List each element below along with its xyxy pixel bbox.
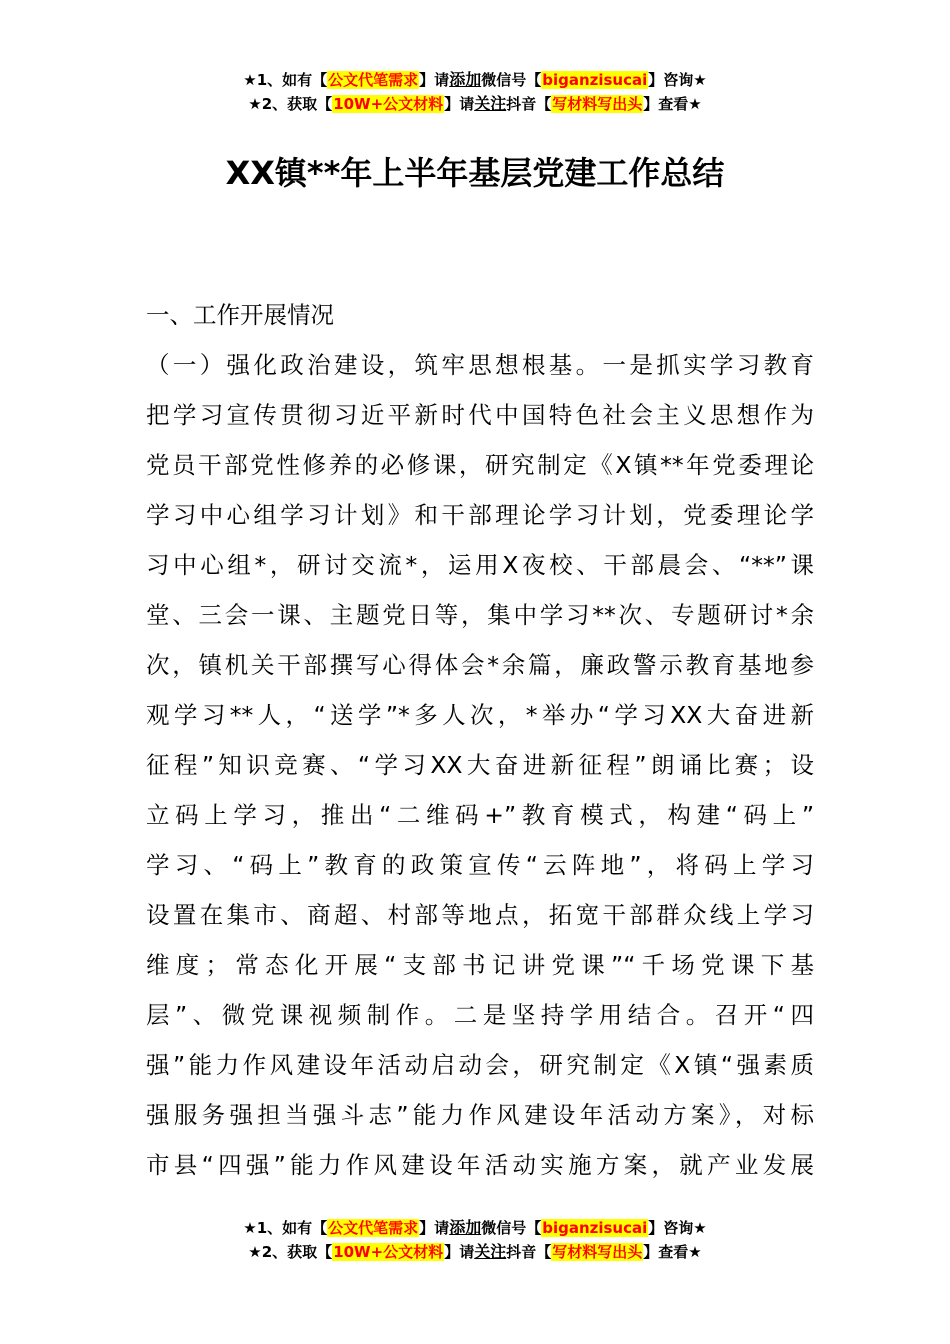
body-line: 维度；常态化开展“支部书记讲党课”“千场党课下基 xyxy=(146,951,814,979)
body-line: 次，镇机关干部撰写心得体会*余篇，廉政警示教育基地参 xyxy=(146,651,814,679)
banner-text: ★1、如有【 xyxy=(243,71,328,89)
banner-line-1 xyxy=(0,68,950,92)
body-line: 习中心组*，研讨交流*，运用X夜校、干部晨会、“**”课 xyxy=(146,551,814,579)
banner-highlight: biganzisucai xyxy=(542,1219,648,1237)
banner-text: 抖音【 xyxy=(506,95,552,113)
body-line: 市县“四强”能力作风建设年活动实施方案，就产业发展 xyxy=(146,1151,814,1179)
body-line: 学习、“码上”教育的政策宣传“云阵地”，将码上学习 xyxy=(146,851,814,879)
banner-underline: 关注 xyxy=(474,94,507,113)
footer-banner xyxy=(0,1216,950,1264)
banner-text: ★2、获取【 xyxy=(248,1243,333,1261)
banner-highlight: 公文代笔需求 xyxy=(328,1219,419,1237)
banner-line-1 xyxy=(0,1216,950,1240)
banner-highlight: 10W+公文材料 xyxy=(333,95,444,113)
body-line: 学习中心组学习计划》和干部理论学习计划，党委理论学 xyxy=(146,501,814,529)
banner-line-2 xyxy=(0,1240,950,1264)
body-line: 立码上学习，推出“二维码+”教育模式，构建“码上” xyxy=(146,801,814,829)
body-line: 强”能力作风建设年活动启动会，研究制定《X镇“强素质 xyxy=(146,1051,814,1079)
banner-text: 】咨询★ xyxy=(648,71,707,89)
banner-text: 】请 xyxy=(444,1243,475,1261)
banner-text: 】咨询★ xyxy=(648,1219,707,1237)
body-line: 把学习宣传贯彻习近平新时代中国特色社会主义思想作为 xyxy=(146,401,814,429)
banner-highlight: 公文代笔需求 xyxy=(328,71,419,89)
banner-text: 】请 xyxy=(419,1219,450,1237)
banner-text: 】查看★ xyxy=(643,1243,702,1261)
banner-highlight: biganzisucai xyxy=(542,71,648,89)
banner-text: 】查看★ xyxy=(643,95,702,113)
banner-text: ★2、获取【 xyxy=(248,95,333,113)
body-line: （一）强化政治建设，筑牢思想根基。一是抓实学习教育 xyxy=(146,351,814,379)
banner-underline: 添加 xyxy=(449,70,482,89)
banner-highlight: 10W+公文材料 xyxy=(333,1243,444,1261)
banner-text: 】请 xyxy=(419,71,450,89)
body-line: 堂、三会一课、主题党日等，集中学习**次、专题研讨*余 xyxy=(146,601,814,629)
body-line: 党员干部党性修养的必修课，研究制定《X镇**年党委理论 xyxy=(146,451,814,479)
banner-text: 微信号【 xyxy=(481,71,542,89)
banner-text: 抖音【 xyxy=(506,1243,552,1261)
body-line: 设置在集市、商超、村部等地点，拓宽干部群众线上学习 xyxy=(146,901,814,929)
body-line: 征程”知识竞赛、“学习XX大奋进新征程”朗诵比赛；设 xyxy=(146,751,814,779)
body-line: 层”、微党课视频制作。二是坚持学用结合。召开“四 xyxy=(146,1001,814,1029)
banner-line-2 xyxy=(0,92,950,116)
body-line: 强服务强担当强斗志”能力作风建设年活动方案》，对标 xyxy=(146,1101,814,1129)
banner-text: ★1、如有【 xyxy=(243,1219,328,1237)
body-line: 观学习**人，“送学”*多人次，*举办“学习XX大奋进新 xyxy=(146,701,814,729)
banner-underline: 关注 xyxy=(474,1242,507,1261)
section-heading: 一、工作开展情况 xyxy=(146,301,334,329)
banner-highlight: 写材料写出头 xyxy=(552,1243,643,1261)
header-banner xyxy=(0,68,950,116)
banner-highlight: 写材料写出头 xyxy=(552,95,643,113)
document-title: XX镇**年上半年基层党建工作总结 xyxy=(225,154,725,192)
banner-underline: 添加 xyxy=(449,1218,482,1237)
banner-text: 微信号【 xyxy=(481,1219,542,1237)
document-body xyxy=(146,290,814,1190)
banner-text: 】请 xyxy=(444,95,475,113)
